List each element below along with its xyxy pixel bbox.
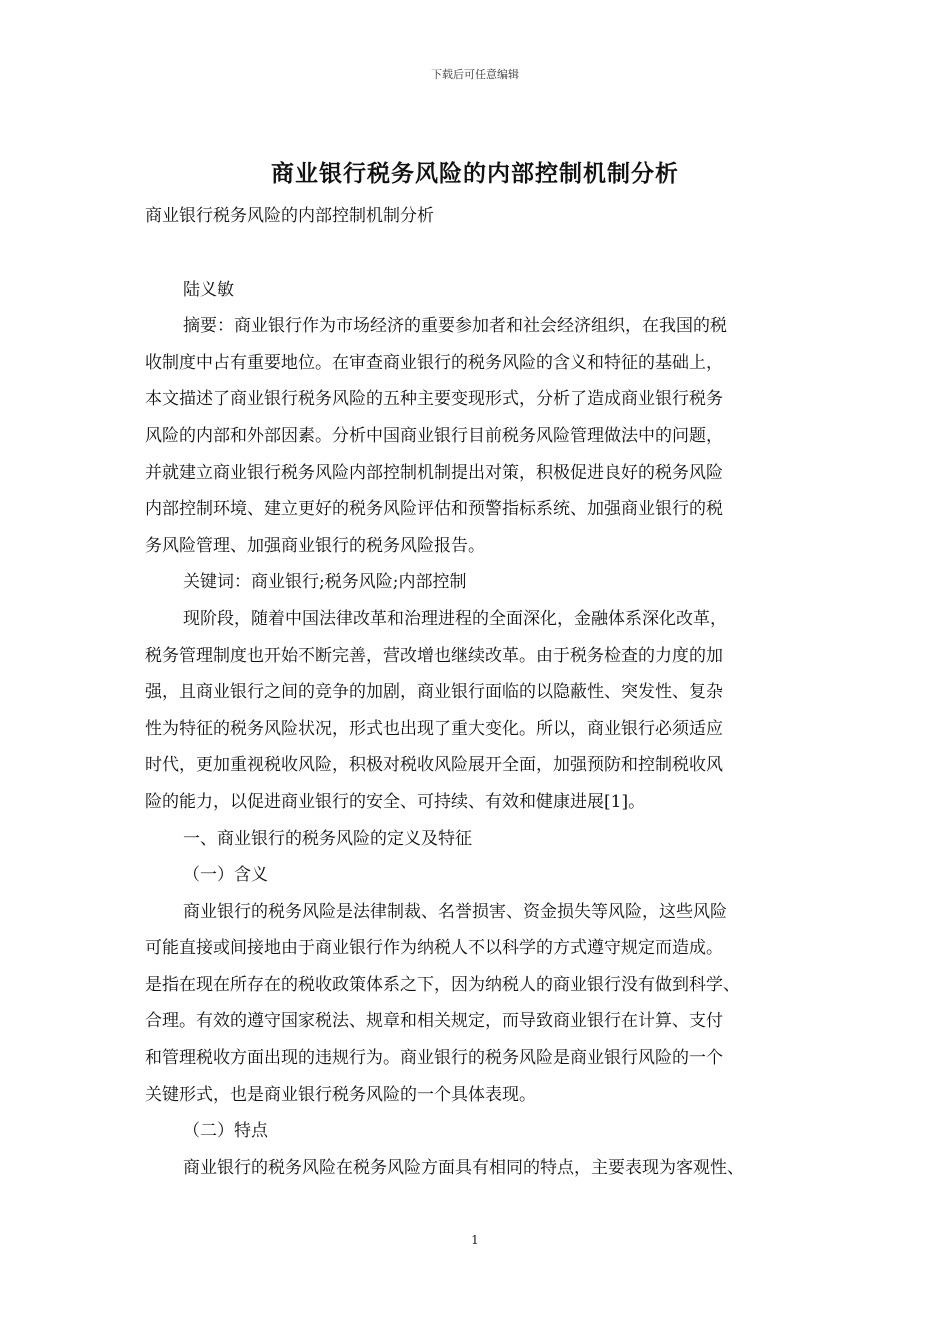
intro-line: 税务管理制度也开始不断完善，营改增也继续改革。由于税务检查的力度的加 (145, 645, 723, 666)
intro-line: 险的能力，以促进商业银行的安全、可持续、有效和健康进展[1]。 (145, 791, 646, 812)
abstract-line: 务风险管理、加强商业银行的税务风险报告。 (145, 535, 485, 556)
abstract-paragraph (145, 308, 815, 564)
abstract-line: 摘要：商业银行作为市场经济的重要参加者和社会经济组织，在我国的税 (183, 316, 727, 337)
keywords-line: 关键词：商业银行;税务风险;内部控制 (183, 572, 467, 593)
section-heading: 一、商业银行的税务风险的定义及特征 (183, 828, 472, 849)
subsection-heading: （一）含义 (183, 865, 268, 886)
document-title: 商业银行税务风险的内部控制机制分析 (271, 160, 679, 187)
abstract-line: 收制度中占有重要地位。在审查商业银行的税务风险的含义和特征的基础上， (145, 352, 723, 373)
intro-line: 性为特征的税务风险状况，形式也出现了重大变化。所以，商业银行必须适应 (145, 718, 723, 739)
definition-line: 是指在现在所存在的税收政策体系之下，因为纳税人的商业银行没有做到科学、 (145, 974, 740, 995)
definition-line: 关键形式，也是商业银行税务风险的一个具体表现。 (145, 1084, 536, 1105)
intro-line: 时代，更加重视税收风险，积极对税收风险展开全面，加强预防和控制税收风 (145, 755, 723, 776)
abstract-line: 内部控制环境、建立更好的税务风险评估和预警指标系统、加强商业银行的税 (145, 499, 723, 520)
document-subtitle: 商业银行税务风险的内部控制机制分析 (145, 206, 434, 226)
definition-line: 和管理税收方面出现的违规行为。商业银行的税务风险是商业银行风险的一个 (145, 1048, 723, 1069)
abstract-line: 本文描述了商业银行税务风险的五种主要变现形式，分析了造成商业银行税务 (145, 389, 723, 410)
definition-line: 合理。有效的遵守国家税法、规章和相关规定，而导致商业银行在计算、支付 (145, 1011, 723, 1032)
subsection-heading: （二）特点 (183, 1121, 268, 1142)
author-name: 陆义敏 (183, 279, 234, 300)
features-paragraph (145, 1150, 815, 1187)
page-number: 1 (471, 1233, 479, 1247)
intro-line: 现阶段，随着中国法律改革和治理进程的全面深化，金融体系深化改革， (183, 608, 727, 629)
blank-line (145, 235, 815, 272)
definition-line: 商业银行的税务风险是法律制裁、名誉损害、资金损失等风险，这些风险 (183, 901, 727, 922)
features-line: 商业银行的税务风险在税务风险方面具有相同的特点，主要表现为客观性、 (183, 1157, 744, 1178)
abstract-line: 风险的内部和外部因素。分析中国商业银行目前税务风险管理做法中的问题， (145, 425, 723, 446)
intro-paragraph (145, 601, 815, 821)
abstract-line: 并就建立商业银行税务风险内部控制机制提出对策，积极促进良好的税务风险 (145, 462, 723, 483)
page-header-note: 下载后可任意编辑 (431, 68, 519, 81)
definition-paragraph (145, 894, 815, 1114)
intro-line: 强，且商业银行之间的竞争的加剧，商业银行面临的以隐蔽性、突发性、复杂 (145, 682, 723, 703)
definition-line: 可能直接或间接地由于商业银行作为纳税人不以科学的方式遵守规定而造成。 (145, 938, 723, 959)
document-body (145, 198, 815, 1186)
